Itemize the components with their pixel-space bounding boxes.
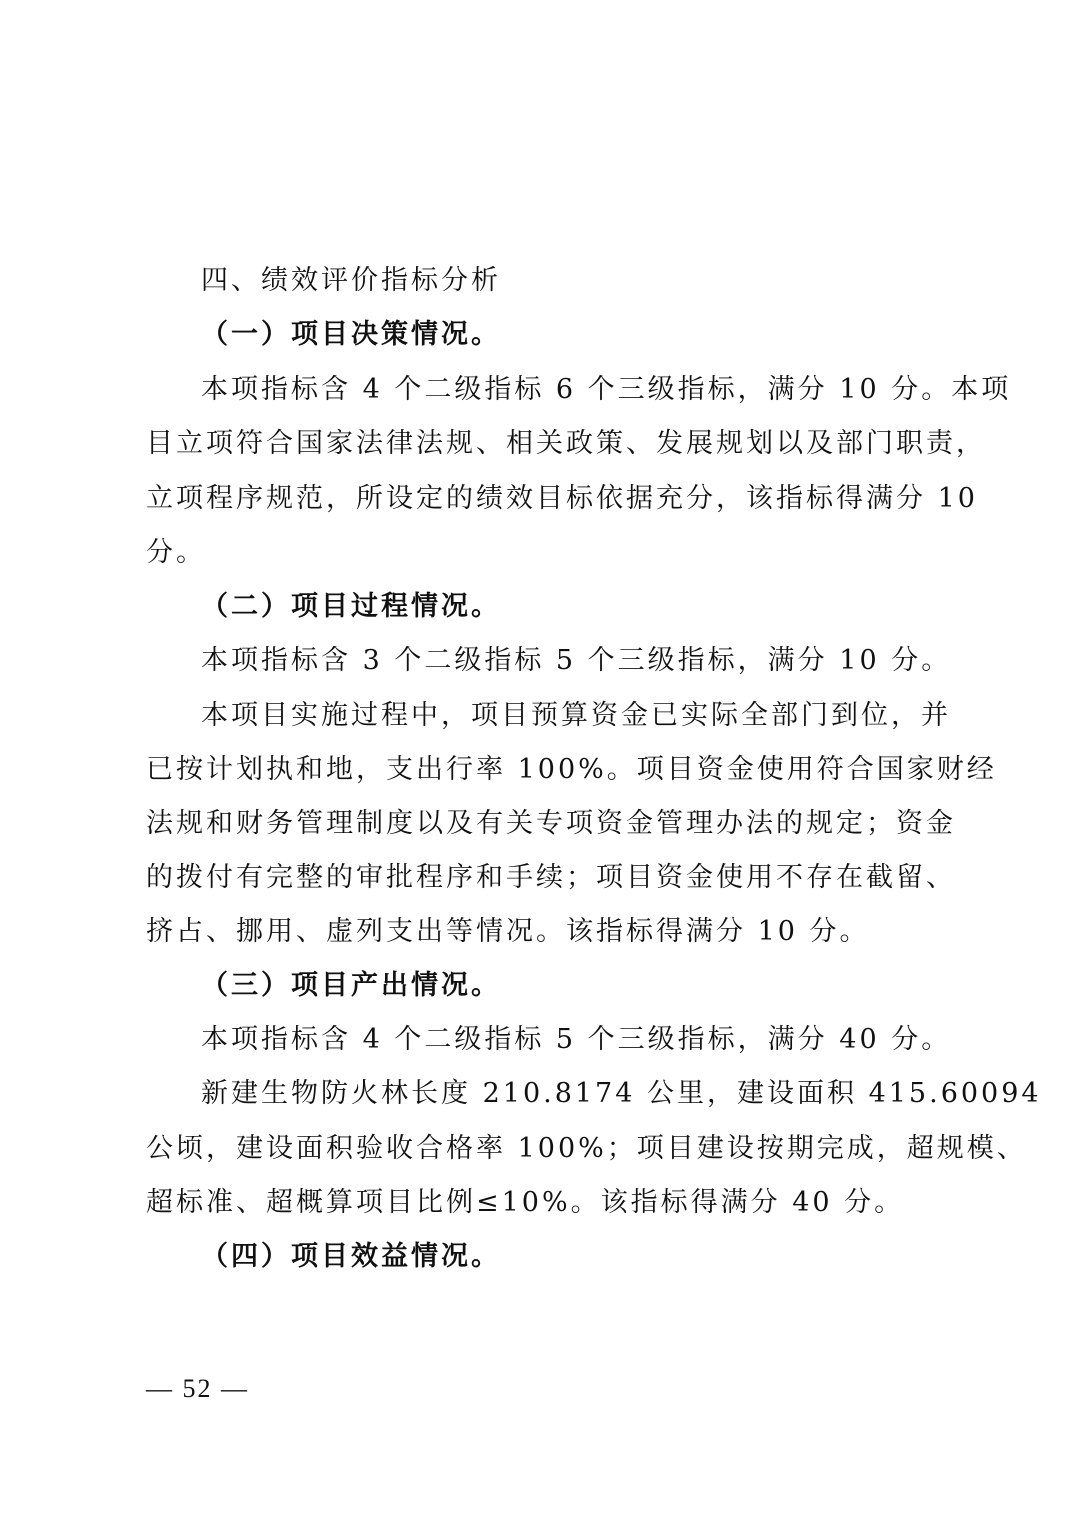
paragraph-line: 新建生物防火林长度 210.8174 公里，建设面积 415.60094 [201,1078,1042,1109]
paragraph-line: 立项程序规范，所设定的绩效目标依据充分，该指标得满分 10 [146,483,978,514]
paragraph-line: 超标准、超概算项目比例≤10%。该指标得满分 40 分。 [146,1187,905,1218]
paragraph-line: 本项指标含 3 个二级指标 5 个三级指标，满分 10 分。 [201,645,952,676]
page-number: — 52 — [146,1374,249,1403]
subsection-heading-3: （三）项目产出情况。 [201,970,501,1001]
paragraph-line: 本项指标含 4 个二级指标 6 个三级指标，满分 10 分。本项 [201,374,1012,405]
paragraph-line: 本项目实施过程中，项目预算资金已实际全部门到位，并 [201,700,951,731]
paragraph-line: 分。 [146,537,206,568]
paragraph-line: 本项指标含 4 个二级指标 5 个三级指标，满分 40 分。 [201,1024,952,1055]
paragraph-line: 目立项符合国家法律法规、相关政策、发展规划以及部门职责， [146,428,986,459]
paragraph-line: 已按计划执和地，支出行率 100%。项目资金使用符合国家财经 [146,754,997,785]
paragraph-line: 公顷，建设面积验收合格率 100%；项目建设按期完成，超规模、 [146,1133,1027,1164]
paragraph-line: 的拨付有完整的审批程序和手续；项目资金使用不存在截留、 [146,862,956,893]
subsection-heading-1: （一）项目决策情况。 [201,319,501,350]
subsection-heading-4: （四）项目效益情况。 [201,1241,501,1272]
paragraph-line: 挤占、挪用、虚列支出等情况。该指标得满分 10 分。 [146,916,870,947]
paragraph-line: 法规和财务管理制度以及有关专项资金管理办法的规定；资金 [146,808,956,839]
subsection-heading-2: （二）项目过程情况。 [201,591,501,622]
section-title: 四、绩效评价指标分析 [201,265,501,296]
